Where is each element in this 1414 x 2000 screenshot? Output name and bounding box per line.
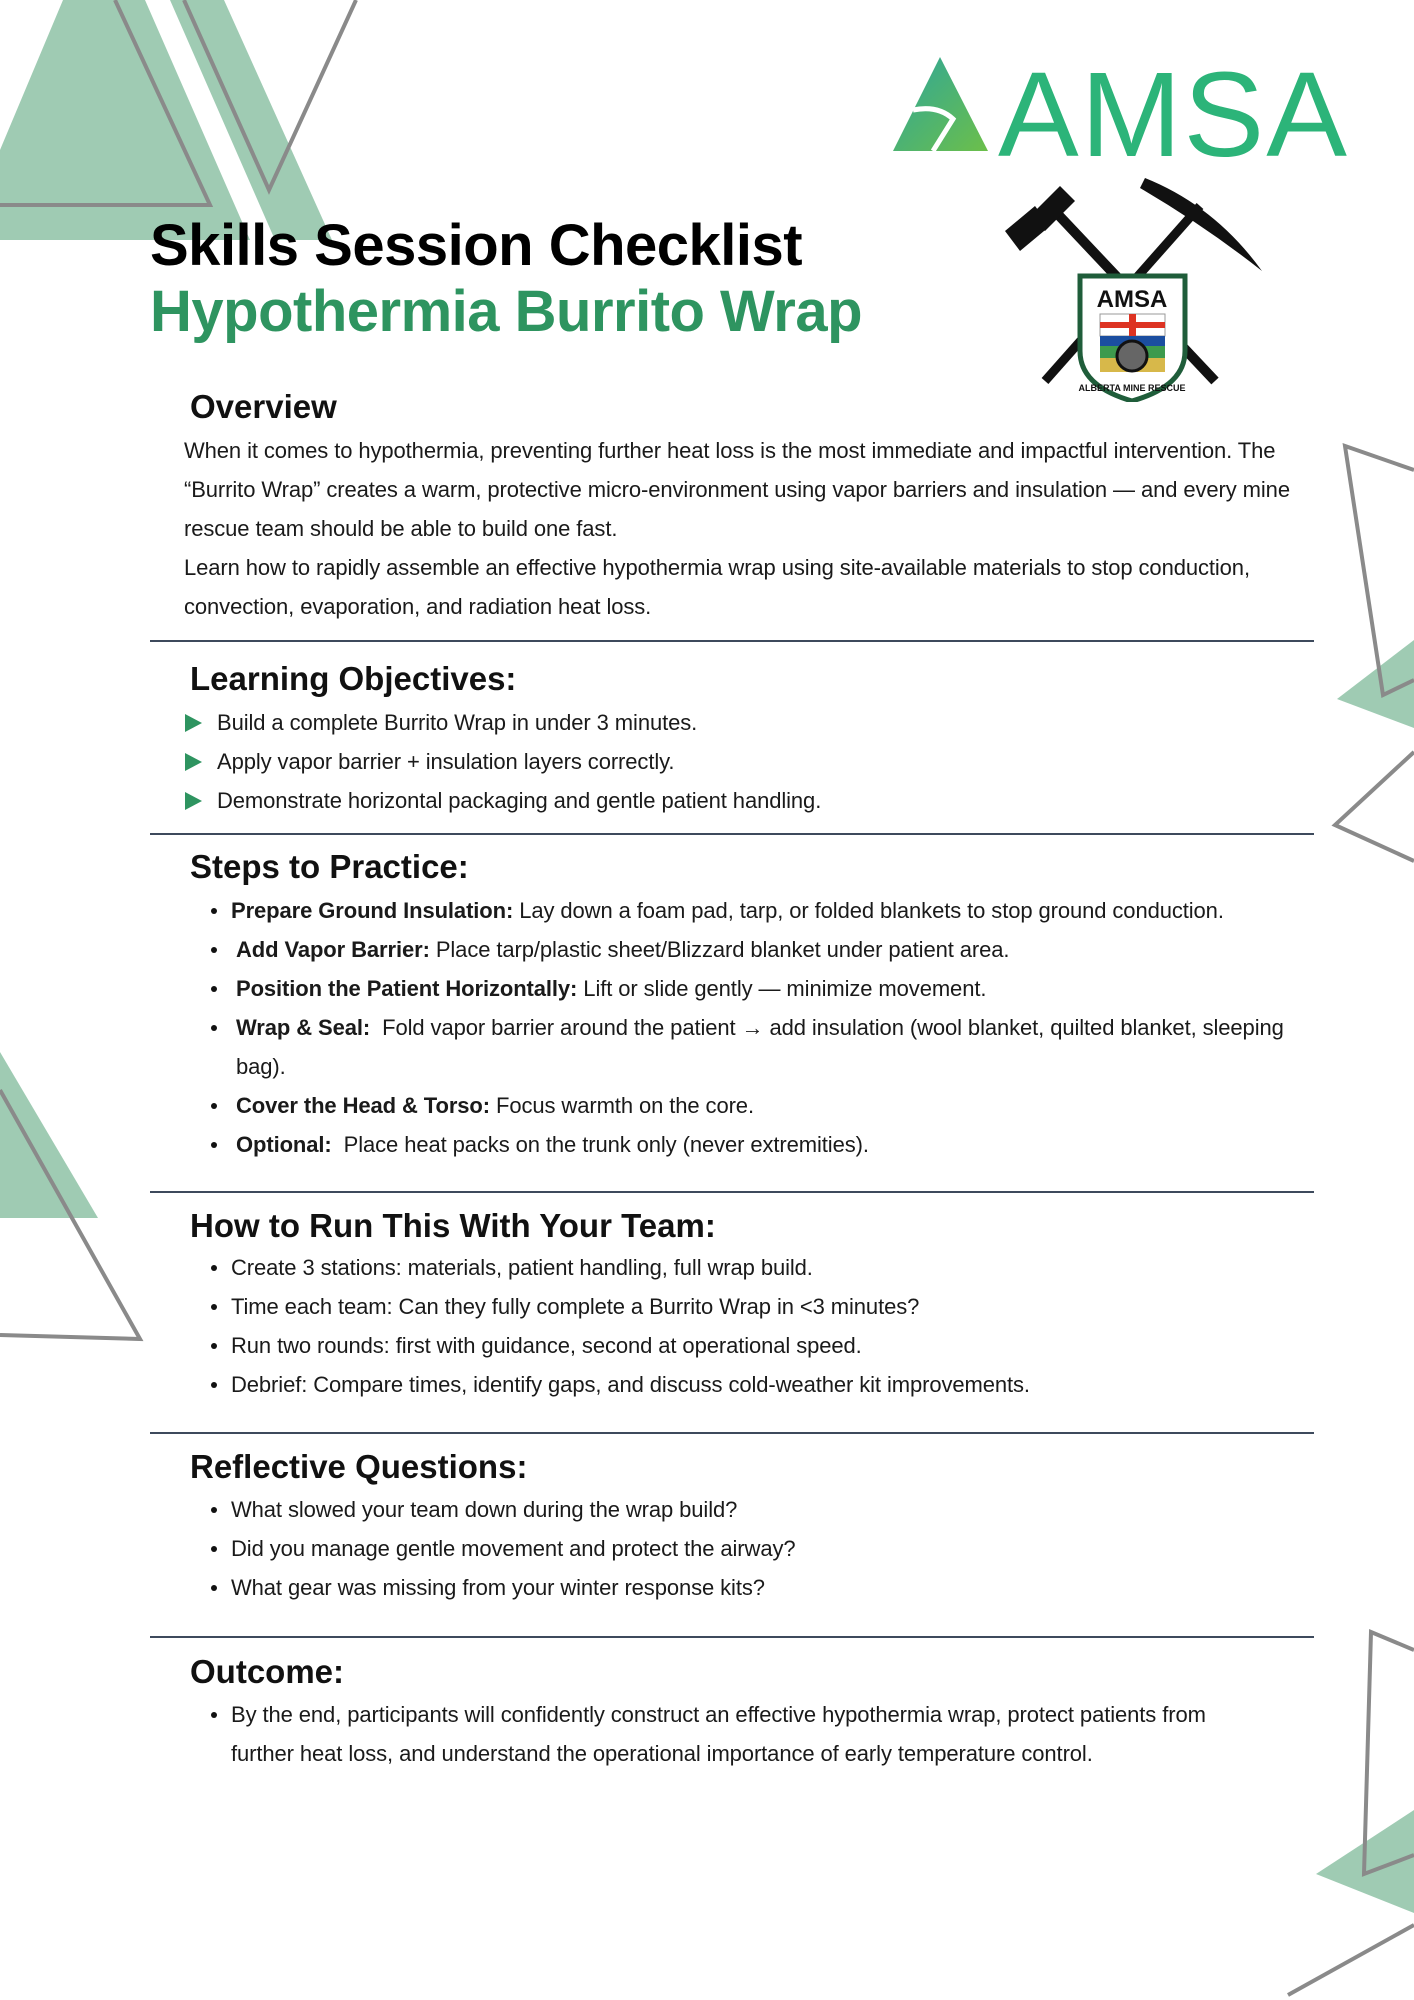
list-item [231,1086,1311,1125]
step-text: Lay down a foam pad, tarp, or folded blankets to stop ground conduction. [513,898,1224,923]
green-triangle-left [0,1052,98,1218]
list-item [231,930,1311,969]
reflective-heading: Reflective Questions: [190,1448,528,1485]
page-subtitle: Hypothermia Burrito Wrap [150,279,863,344]
outcome-list [231,1695,1271,1773]
step-text: Focus warmth on the core. [490,1093,754,1118]
divider [150,833,1314,835]
objectives-heading: Learning Objectives: [190,660,517,697]
alberta-mine-rescue-emblem [1000,176,1264,402]
steps-heading: Steps to Practice: [190,848,469,885]
list-item [217,703,821,742]
list-item: Run two rounds: first with guidance, second at operational speed. [231,1326,1030,1365]
list-item [231,1008,1311,1086]
divider [150,640,1314,642]
overview-paragraph: When it comes to hypothermia, preventing further heat loss is the most immediate and impactful intervention. The “Burrito Wrap” creates a warm, protective micro-environment using vapor barriers and insulation — and every mine rescue team should be able to build one fast. [184,438,1290,541]
amsa-logo-icon [893,57,988,151]
arrow-icon [185,792,202,810]
team-heading: How to Run This With Your Team: [190,1207,716,1244]
list-item [231,969,1311,1008]
amsa-wordmark: AMSA [998,46,1349,182]
list-item [231,891,1311,930]
step-label: Optional: [236,1132,332,1157]
outcome-heading: Outcome: [190,1653,345,1690]
list-item [217,742,821,781]
objective-text: Demonstrate horizontal packaging and gentle patient handling. [217,788,822,813]
list-item: What gear was missing from your winter response kits? [231,1568,795,1607]
step-label: Wrap & Seal: [236,1015,371,1040]
objectives-list [217,703,821,820]
arrow-icon [185,753,202,771]
list-item: What slowed your team down during the wrap build? [231,1490,795,1529]
list-item: Time each team: Can they fully complete a Burrito Wrap in <3 minutes? [231,1287,1030,1326]
reflective-list [231,1490,795,1607]
steps-list [231,891,1311,1164]
step-text: Place tarp/plastic sheet/Blizzard blanket under patient area. [429,937,1010,962]
step-label: Add Vapor Barrier: [236,937,430,962]
list-item: By the end, participants will confidently construct an effective hypothermia wrap, protect patients from further heat loss, and understand the operational importance of early temperature control. [231,1695,1271,1773]
step-text: Lift or slide gently — minimize movement. [577,976,987,1001]
objective-text: Apply vapor barrier + insulation layers correctly. [217,749,675,774]
divider [150,1191,1314,1193]
objective-text: Build a complete Burrito Wrap in under 3 minutes. [217,710,698,735]
list-item: Did you manage gentle movement and protect the airway? [231,1529,795,1568]
list-item [217,781,821,820]
team-list [231,1248,1030,1404]
step-label: Position the Patient Horizontally: [236,976,578,1001]
step-label: Prepare Ground Insulation: [231,898,514,923]
page-title: Skills Session Checklist [150,213,803,278]
overview-text [184,431,1314,626]
step-text: Place heat packs on the trunk only (never extremities). [331,1132,869,1157]
divider [150,1636,1314,1638]
overview-heading: Overview [190,388,337,425]
list-item: Debrief: Compare times, identify gaps, and discuss cold-weather kit improvements. [231,1365,1030,1404]
svg-text:ALBERTA MINE RESCUE: ALBERTA MINE RESCUE [1078,383,1186,393]
arrow-icon [185,714,202,732]
divider [150,1432,1314,1434]
list-item: Create 3 stations: materials, patient handling, full wrap build. [231,1248,1030,1287]
step-text: Fold vapor barrier around the patient → add insulation (wool blanket, quilted blanket, sleeping bag). [236,1015,1290,1079]
svg-text:AMSA: AMSA [1096,286,1168,313]
overview-paragraph: Learn how to rapidly assemble an effective hypothermia wrap using site-available materials to stop conduction, convection, evaporation, and radiation heat loss. [184,555,1250,619]
list-item [231,1125,1311,1164]
step-label: Cover the Head & Torso: [236,1093,490,1118]
